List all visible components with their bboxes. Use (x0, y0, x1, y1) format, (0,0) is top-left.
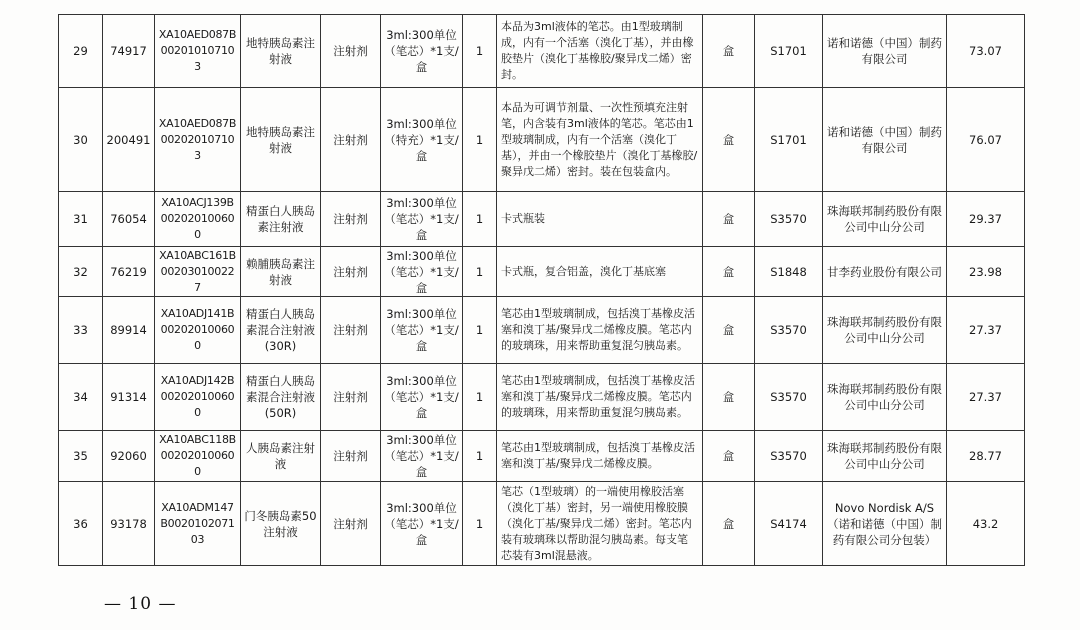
packaging-description-cell: 笔芯由1型玻璃制成，包括溴丁基橡皮活塞和溴丁基/聚异戊二烯橡皮膜。笔芯内的玻璃珠，用来帮助重复混匀胰岛素。 (497, 297, 703, 364)
packaging-description-cell: 笔芯由1型玻璃制成，包括溴丁基橡皮活塞和溴丁基/聚异戊二烯橡皮膜。笔芯内的玻璃珠，用来帮助重复混匀胰岛素。 (497, 364, 703, 431)
quantity-cell: 1 (463, 431, 497, 482)
price-cell: 27.37 (947, 364, 1025, 431)
spec-code-cell: XA10ABC118B002020100600 (155, 431, 241, 482)
manufacturer-cell: 珠海联邦制药股份有限公司中山分公司 (823, 297, 947, 364)
packaging-description-cell: 本品为3ml液体的笔芯。由1型玻璃制成，内有一个活塞（溴化丁基），并由橡胶垫片（溴化丁基橡胶/聚异戊二烯）密封。 (497, 15, 703, 88)
drug-code-cell: 91314 (103, 364, 155, 431)
price-cell: 27.37 (947, 297, 1025, 364)
spec-code-cell: XA10ADJ141B002020100600 (155, 297, 241, 364)
drug-code-cell: 76219 (103, 247, 155, 297)
license-code-cell: S1848 (755, 247, 823, 297)
unit-cell: 盒 (703, 88, 755, 192)
dosage-form-cell: 注射剂 (321, 364, 381, 431)
price-cell: 43.2 (947, 482, 1025, 566)
license-code-cell: S3570 (755, 431, 823, 482)
specification-cell: 3ml:300单位（笔芯）*1支/盒 (381, 192, 463, 247)
drug-name-cell: 地特胰岛素注射液 (241, 15, 321, 88)
drug-code-cell: 89914 (103, 297, 155, 364)
license-code-cell: S1701 (755, 88, 823, 192)
price-cell: 23.98 (947, 247, 1025, 297)
manufacturer-cell: 诺和诺德（中国）制药有限公司 (823, 15, 947, 88)
table-row (59, 431, 1025, 482)
drug-code-cell: 76054 (103, 192, 155, 247)
quantity-cell: 1 (463, 247, 497, 297)
quantity-cell: 1 (463, 297, 497, 364)
license-code-cell: S3570 (755, 297, 823, 364)
dosage-form-cell: 注射剂 (321, 15, 381, 88)
specification-cell: 3ml:300单位（特充）*1支/盒 (381, 88, 463, 192)
price-cell: 73.07 (947, 15, 1025, 88)
unit-cell: 盒 (703, 364, 755, 431)
dosage-form-cell: 注射剂 (321, 88, 381, 192)
drug-name-cell: 门冬胰岛素50注射液 (241, 482, 321, 566)
manufacturer-cell: 珠海联邦制药股份有限公司中山分公司 (823, 192, 947, 247)
packaging-description-cell: 笔芯由1型玻璃制成，包括溴丁基橡皮活塞和溴丁基/聚异戊二烯橡皮膜。 (497, 431, 703, 482)
drug-code-cell: 93178 (103, 482, 155, 566)
license-code-cell: S3570 (755, 364, 823, 431)
table-row (59, 482, 1025, 566)
unit-cell: 盒 (703, 247, 755, 297)
dosage-form-cell: 注射剂 (321, 247, 381, 297)
specification-cell: 3ml:300单位（笔芯）*1支/盒 (381, 431, 463, 482)
quantity-cell: 1 (463, 192, 497, 247)
spec-code-cell: XA10AED087B002010107103 (155, 15, 241, 88)
table-row (59, 247, 1025, 297)
drug-name-cell: 精蛋白人胰岛素混合注射液(50R) (241, 364, 321, 431)
quantity-cell: 1 (463, 482, 497, 566)
page-number: — 10 — (104, 594, 177, 614)
spec-code-cell: XA10ADJ142B002020100600 (155, 364, 241, 431)
unit-cell: 盒 (703, 15, 755, 88)
packaging-description-cell: 笔芯（1型玻璃）的一端使用橡胶活塞（溴化丁基）密封，另一端使用橡胶膜（溴化丁基/聚异戊二烯）密封。笔芯内装有玻璃珠以帮助混匀胰岛素。每支笔芯装有3ml混悬液。 (497, 482, 703, 566)
drug-name-cell: 人胰岛素注射液 (241, 431, 321, 482)
drug-code-cell: 200491 (103, 88, 155, 192)
manufacturer-cell: 珠海联邦制药股份有限公司中山分公司 (823, 364, 947, 431)
table-body (59, 15, 1025, 566)
manufacturer-cell: 诺和诺德（中国）制药有限公司 (823, 88, 947, 192)
price-cell: 28.77 (947, 431, 1025, 482)
manufacturer-cell: 甘李药业股份有限公司 (823, 247, 947, 297)
dosage-form-cell: 注射剂 (321, 192, 381, 247)
table-row (59, 88, 1025, 192)
quantity-cell: 1 (463, 88, 497, 192)
specification-cell: 3ml:300单位（笔芯）*1支/盒 (381, 247, 463, 297)
drug-name-cell: 地特胰岛素注射液 (241, 88, 321, 192)
quantity-cell: 1 (463, 15, 497, 88)
price-cell: 29.37 (947, 192, 1025, 247)
license-code-cell: S4174 (755, 482, 823, 566)
row-number-cell: 34 (59, 364, 103, 431)
row-number-cell: 36 (59, 482, 103, 566)
packaging-description-cell: 本品为可调节剂量、一次性预填充注射笔，内含装有3ml液体的笔芯。笔芯由1型玻璃制成，内有一个活塞（溴化丁基），并由一个橡胶垫片（溴化丁基橡胶/聚异戊二烯）密封。装在包装盒内。 (497, 88, 703, 192)
drug-price-table (58, 14, 1025, 566)
drug-name-cell: 精蛋白人胰岛素混合注射液(30R) (241, 297, 321, 364)
row-number-cell: 33 (59, 297, 103, 364)
specification-cell: 3ml:300单位（笔芯）*1支/盒 (381, 297, 463, 364)
manufacturer-cell: Novo Nordisk A/S（诺和诺德（中国）制药有限公司分包装） (823, 482, 947, 566)
specification-cell: 3ml:300单位（笔芯）*1支/盒 (381, 15, 463, 88)
packaging-description-cell: 卡式瓶装 (497, 192, 703, 247)
spec-code-cell: XA10ADM147B002010207103 (155, 482, 241, 566)
row-number-cell: 35 (59, 431, 103, 482)
row-number-cell: 29 (59, 15, 103, 88)
table-row (59, 192, 1025, 247)
unit-cell: 盒 (703, 297, 755, 364)
price-cell: 76.07 (947, 88, 1025, 192)
dosage-form-cell: 注射剂 (321, 297, 381, 364)
spec-code-cell: XA10ACJ139B002020100600 (155, 192, 241, 247)
table-row (59, 15, 1025, 88)
row-number-cell: 31 (59, 192, 103, 247)
packaging-description-cell: 卡式瓶，复合铝盖，溴化丁基底塞 (497, 247, 703, 297)
dosage-form-cell: 注射剂 (321, 431, 381, 482)
unit-cell: 盒 (703, 192, 755, 247)
unit-cell: 盒 (703, 482, 755, 566)
license-code-cell: S1701 (755, 15, 823, 88)
table-row (59, 364, 1025, 431)
unit-cell: 盒 (703, 431, 755, 482)
drug-name-cell: 赖脯胰岛素注射液 (241, 247, 321, 297)
manufacturer-cell: 珠海联邦制药股份有限公司中山分公司 (823, 431, 947, 482)
drug-code-cell: 74917 (103, 15, 155, 88)
table-row (59, 297, 1025, 364)
spec-code-cell: XA10AED087B002020107103 (155, 88, 241, 192)
row-number-cell: 30 (59, 88, 103, 192)
row-number-cell: 32 (59, 247, 103, 297)
dosage-form-cell: 注射剂 (321, 482, 381, 566)
license-code-cell: S3570 (755, 192, 823, 247)
quantity-cell: 1 (463, 364, 497, 431)
spec-code-cell: XA10ABC161B002030100227 (155, 247, 241, 297)
drug-code-cell: 92060 (103, 431, 155, 482)
specification-cell: 3ml:300单位（笔芯）*1支/盒 (381, 482, 463, 566)
drug-name-cell: 精蛋白人胰岛素注射液 (241, 192, 321, 247)
specification-cell: 3ml:300单位（笔芯）*1支/盒 (381, 364, 463, 431)
